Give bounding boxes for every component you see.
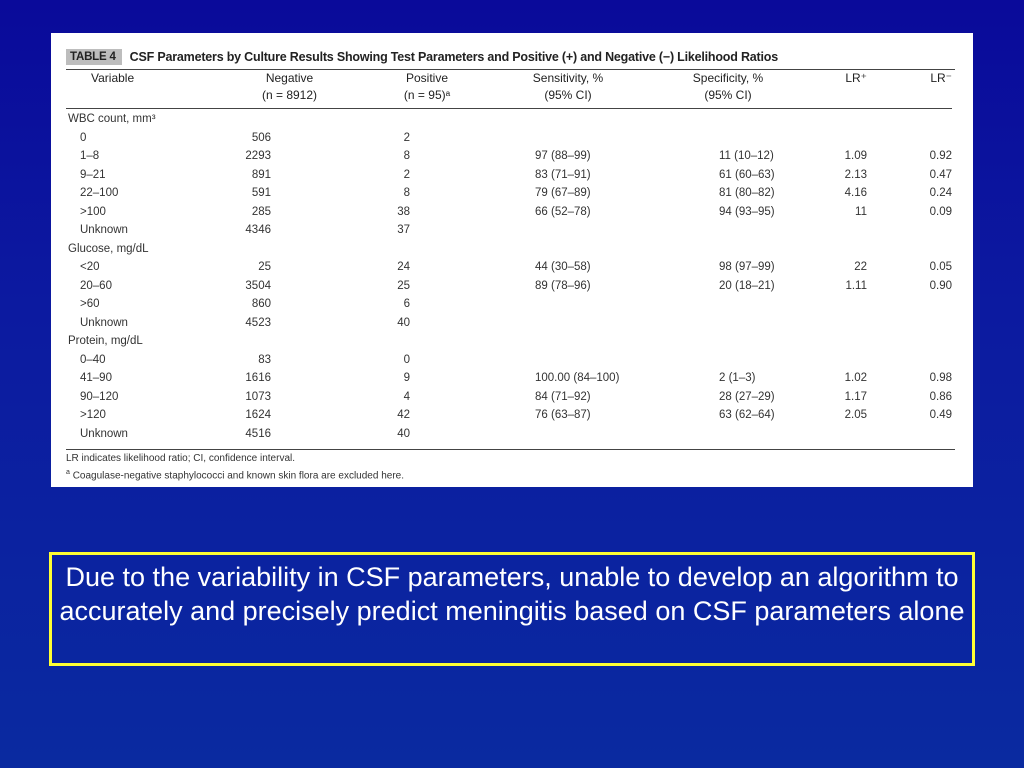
cell-specificity: 63 (62–64) xyxy=(719,409,775,421)
cell-specificity xyxy=(643,314,813,333)
cell-sensitivity xyxy=(493,110,643,129)
table-row xyxy=(66,425,952,444)
table-row xyxy=(66,129,952,148)
cell-lr-pos: 1.02 xyxy=(844,372,867,384)
cell-lr-pos: 1.17 xyxy=(844,390,867,403)
header-sensitivity: Sensitivity, % (95% CI) xyxy=(532,71,604,102)
table-title: CSF Parameters by Culture Results Showing Test Parameters and Positive (+) and Negative (−) Likelihood Ratios xyxy=(129,50,778,64)
cell-sensitivity xyxy=(493,351,643,370)
cell-lr-neg: 0.47 xyxy=(929,168,952,181)
cell-lr-pos xyxy=(813,110,883,129)
cell-variable: 20–60 xyxy=(80,279,112,292)
cell-variable: Unknown xyxy=(80,224,128,236)
cell-variable: 0–40 xyxy=(80,353,106,366)
cell-positive xyxy=(361,332,493,351)
cell-positive: 37 xyxy=(397,224,410,236)
cell-lr-neg xyxy=(883,295,952,314)
cell-variable: 41–90 xyxy=(80,372,112,384)
cell-lr-neg: 0.09 xyxy=(929,205,952,218)
cell-positive: 2 xyxy=(403,131,410,144)
cell-lr-pos xyxy=(813,295,883,314)
header-lr-positive: LR⁺ xyxy=(845,71,867,85)
cell-specificity xyxy=(643,332,813,351)
cell-lr-neg xyxy=(883,240,952,259)
cell-negative xyxy=(218,240,361,259)
cell-lr-neg: 0.98 xyxy=(929,372,952,384)
table-bottom-rule xyxy=(66,449,955,450)
cell-lr-pos: 1.11 xyxy=(845,279,867,292)
cell-sensitivity xyxy=(493,221,643,240)
cell-positive: 8 xyxy=(403,150,410,162)
cell-lr-neg xyxy=(883,332,952,351)
cell-sensitivity xyxy=(493,240,643,259)
cell-positive: 25 xyxy=(397,279,410,292)
cell-specificity: 28 (27–29) xyxy=(719,390,775,403)
cell-negative: 4346 xyxy=(245,224,271,236)
table-row xyxy=(66,184,952,203)
cell-positive: 40 xyxy=(397,316,410,329)
cell-specificity xyxy=(643,295,813,314)
header-negative: Negative (n = 8912) xyxy=(261,71,318,102)
cell-lr-neg: 0.49 xyxy=(929,409,952,421)
cell-variable: 1–8 xyxy=(80,150,100,162)
cell-variable: Unknown xyxy=(80,427,128,440)
cell-specificity: 61 (60–63) xyxy=(719,168,775,181)
cell-negative: 4516 xyxy=(245,427,271,440)
cell-lr-neg: 0.24 xyxy=(929,187,952,199)
table-image xyxy=(51,33,973,487)
cell-positive: 2 xyxy=(403,168,410,181)
cell-variable: 90–120 xyxy=(80,390,119,403)
cell-sensitivity: 44 (30–58) xyxy=(535,261,591,273)
callout-box xyxy=(49,552,975,666)
cell-specificity xyxy=(643,110,813,129)
cell-lr-pos: 22 xyxy=(854,261,867,273)
cell-lr-pos: 2.05 xyxy=(844,409,867,421)
cell-specificity: 11 (10–12) xyxy=(719,150,774,162)
cell-lr-pos: 2.13 xyxy=(844,168,867,181)
cell-lr-neg xyxy=(883,314,952,333)
cell-positive: 4 xyxy=(403,390,410,403)
cell-sensitivity: 76 (63–87) xyxy=(535,409,591,421)
cell-variable: >100 xyxy=(80,205,106,218)
footnote-abbreviations: LR indicates likelihood ratio; CI, confidence interval. xyxy=(66,453,296,464)
header-rule xyxy=(66,108,952,109)
cell-lr-neg xyxy=(883,425,952,444)
header-row xyxy=(66,70,952,104)
cell-lr-pos xyxy=(813,129,883,148)
cell-negative: 4523 xyxy=(245,316,271,329)
cell-negative xyxy=(218,110,361,129)
cell-negative: 860 xyxy=(251,298,271,310)
cell-specificity xyxy=(643,221,813,240)
table-row xyxy=(66,147,952,166)
header-positive: Positive (n = 95)ᵃ xyxy=(403,71,451,102)
cell-positive: 9 xyxy=(403,372,410,384)
cell-positive: 40 xyxy=(397,427,410,440)
cell-variable: Glucose, mg/dL xyxy=(68,242,149,255)
cell-negative: 1073 xyxy=(245,390,271,403)
cell-sensitivity: 84 (71–92) xyxy=(535,390,591,403)
cell-lr-pos xyxy=(813,351,883,370)
cell-positive xyxy=(361,110,493,129)
table-row xyxy=(66,388,952,407)
cell-lr-neg xyxy=(883,110,952,129)
cell-positive: 24 xyxy=(397,261,410,273)
cell-lr-neg: 0.86 xyxy=(929,390,952,403)
cell-specificity: 81 (80–82) xyxy=(719,187,775,199)
cell-sensitivity xyxy=(493,129,643,148)
cell-lr-pos xyxy=(813,240,883,259)
cell-lr-neg xyxy=(883,351,952,370)
cell-specificity: 94 (93–95) xyxy=(719,205,775,218)
callout-text: Due to the variability in CSF parameters, unable to develop an algorithm to accurately and precisely predict meningitis based on CSF parameters alone xyxy=(59,562,965,626)
cell-lr-pos: 11 xyxy=(855,205,867,218)
cell-sensitivity: 83 (71–91) xyxy=(535,168,591,181)
cell-negative: 25 xyxy=(258,261,271,273)
cell-lr-neg: 0.90 xyxy=(929,279,952,292)
table-row xyxy=(66,369,952,388)
data-table xyxy=(66,70,952,443)
cell-negative xyxy=(218,332,361,351)
cell-negative: 506 xyxy=(251,131,271,144)
table-row xyxy=(66,221,952,240)
table-number-label: TABLE 4 xyxy=(66,49,122,65)
table-row xyxy=(66,203,952,222)
cell-lr-neg xyxy=(883,221,952,240)
table-row xyxy=(66,277,952,296)
cell-negative: 891 xyxy=(251,168,271,181)
cell-positive: 0 xyxy=(403,353,410,366)
table-group-row xyxy=(66,110,952,129)
cell-lr-pos: 4.16 xyxy=(844,187,867,199)
table-title-row xyxy=(66,47,955,67)
cell-variable: >120 xyxy=(80,409,106,421)
table-body xyxy=(66,110,952,443)
cell-negative: 1624 xyxy=(245,409,271,421)
cell-sensitivity: 97 (88–99) xyxy=(535,150,591,162)
cell-variable: 9–21 xyxy=(80,168,106,181)
cell-sensitivity xyxy=(493,332,643,351)
cell-lr-neg xyxy=(883,129,952,148)
cell-specificity: 20 (18–21) xyxy=(719,279,775,292)
cell-specificity xyxy=(643,351,813,370)
cell-positive: 8 xyxy=(403,187,410,199)
cell-specificity: 2 (1–3) xyxy=(719,372,756,384)
cell-variable: WBC count, mm³ xyxy=(68,113,156,125)
cell-variable: 22–100 xyxy=(80,187,119,199)
cell-sensitivity: 79 (67–89) xyxy=(535,187,591,199)
header-variable: Variable xyxy=(91,71,135,85)
cell-negative: 2293 xyxy=(245,150,271,162)
cell-variable: Unknown xyxy=(80,316,128,329)
table-row xyxy=(66,406,952,425)
cell-variable: <20 xyxy=(80,261,100,273)
table-row xyxy=(66,351,952,370)
table-row xyxy=(66,166,952,185)
footnote-a: $^a$ Coagulase-negative staphylococci and known skin flora are excluded here. xyxy=(66,469,404,482)
cell-sensitivity: 100.00 (84–100) xyxy=(535,372,620,384)
table-row xyxy=(66,295,952,314)
header-specificity: Specificity, % (95% CI) xyxy=(692,71,764,102)
cell-sensitivity xyxy=(493,295,643,314)
table-group-row xyxy=(66,332,952,351)
cell-positive xyxy=(361,240,493,259)
cell-sensitivity xyxy=(493,314,643,333)
cell-specificity: 98 (97–99) xyxy=(719,261,775,273)
cell-specificity xyxy=(643,425,813,444)
cell-sensitivity: 89 (78–96) xyxy=(535,279,591,292)
cell-positive: 6 xyxy=(403,298,410,310)
cell-lr-pos xyxy=(813,221,883,240)
cell-negative: 83 xyxy=(258,353,271,366)
cell-variable: Protein, mg/dL xyxy=(68,335,143,347)
cell-specificity xyxy=(643,129,813,148)
cell-variable: 0 xyxy=(80,131,87,144)
cell-lr-pos xyxy=(813,314,883,333)
header-lr-negative: LR⁻ xyxy=(930,71,952,85)
cell-lr-pos xyxy=(813,425,883,444)
cell-positive: 42 xyxy=(397,409,410,421)
cell-negative: 3504 xyxy=(245,279,271,292)
cell-specificity xyxy=(643,240,813,259)
cell-positive: 38 xyxy=(397,205,410,218)
table-group-row xyxy=(66,240,952,259)
cell-sensitivity: 66 (52–78) xyxy=(535,205,591,218)
cell-negative: 591 xyxy=(251,187,271,199)
cell-lr-neg: 0.92 xyxy=(929,150,952,162)
cell-negative: 285 xyxy=(251,205,271,218)
cell-sensitivity xyxy=(493,425,643,444)
table-row xyxy=(66,258,952,277)
cell-lr-pos xyxy=(813,332,883,351)
cell-negative: 1616 xyxy=(245,372,271,384)
cell-lr-pos: 1.09 xyxy=(844,150,867,162)
cell-lr-neg: 0.05 xyxy=(929,261,952,273)
cell-variable: >60 xyxy=(80,298,100,310)
table-row xyxy=(66,314,952,333)
